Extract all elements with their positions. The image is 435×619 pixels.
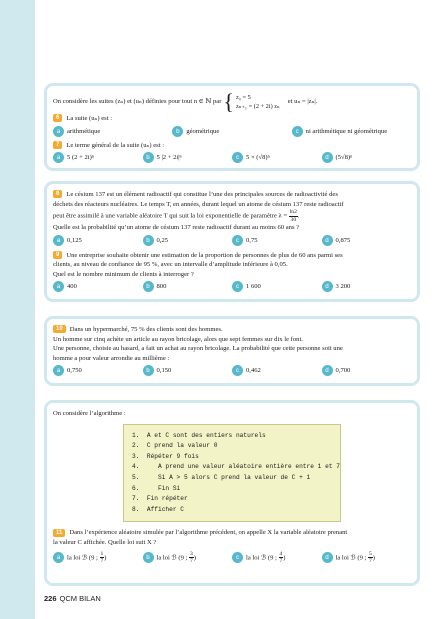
- answer-option-b[interactable]: [143, 235, 233, 246]
- option-letter: a: [53, 126, 64, 137]
- answer-option-d[interactable]: [322, 281, 412, 292]
- question-number-badge: 7: [53, 141, 62, 149]
- option-text: la loi ℬ: [67, 553, 88, 561]
- question-text: Le terme général de la suite (uₙ) est :: [66, 141, 165, 149]
- answer-option-a[interactable]: a la loi ℬ (9 ; $\frac{1}{7}$ ): [53, 551, 143, 565]
- answer-option-d[interactable]: [322, 365, 412, 376]
- option-text: 0,150: [156, 367, 172, 375]
- fraction-numerator: 4: [279, 550, 283, 557]
- option-letter: c: [232, 152, 243, 163]
- option-letter: b: [172, 126, 183, 137]
- option-letter: d: [322, 365, 333, 376]
- option-text: 800: [156, 283, 167, 291]
- binomial-n: 9: [270, 553, 274, 561]
- suites-definition: [53, 89, 411, 114]
- algorithm-intro: On considère l’algorithme :: [53, 410, 126, 417]
- suites-intro: On considère les suites (zₙ) et (uₙ) définies pour tout n ∈ ℕ par: [53, 98, 222, 106]
- question-number-badge: 8: [53, 190, 62, 198]
- option-text: 3 200: [335, 283, 351, 291]
- question-text-line: Une entreprise souhaite obtenir une estimation de la proportion de personnes de plus de 60 ans parmi ses: [66, 251, 343, 259]
- lambda-fraction: [289, 209, 298, 223]
- fraction-numerator: 1: [100, 550, 104, 557]
- option-letter: d: [322, 235, 333, 246]
- option-letter: a: [53, 552, 64, 563]
- question-number-badge: 9: [53, 251, 62, 259]
- option-text: la loi ℬ: [246, 553, 267, 561]
- option-letter: b: [143, 552, 154, 563]
- answer-option-c[interactable]: c la loi ℬ (9 ; $\frac{4}{7}$ ): [232, 551, 322, 565]
- question-text-line: peut être assimilé à une variable aléatoire T qui suit la loi exponentielle de paramètre λ =: [53, 212, 288, 220]
- question-text-line: clients, au niveau de confiance de 95 %, avec un intervalle d’amplitude inférieure à 0,05.: [53, 261, 288, 269]
- answer-option-b[interactable]: [143, 281, 233, 292]
- answer-option-a[interactable]: [53, 235, 143, 246]
- option-text: 5 |2 + 2i|ⁿ: [156, 154, 182, 162]
- question-card-8-9: [44, 181, 420, 302]
- algorithm-line: 1. A et C sont des entiers naturels: [132, 431, 266, 439]
- option-text: 0,875: [335, 236, 351, 244]
- answer-option-b[interactable]: b la loi ℬ (9 ; $\frac{3}{7}$ ): [143, 551, 233, 565]
- option-letter: a: [53, 281, 64, 292]
- question-text-line: la valeur C affichée. Quelle loi suit X ?: [53, 538, 157, 546]
- option-letter: b: [143, 365, 154, 376]
- option-letter: b: [143, 281, 154, 292]
- fraction-denominator: 7: [190, 557, 193, 564]
- algorithm-line: 5. Si A > 5 alors C prend la valeur de C + 1: [132, 473, 311, 481]
- recurrence-system: { z₀ = 5 zₙ₊₁ = (2 + 2i) zₙ: [223, 89, 280, 114]
- question-7-options: [53, 152, 411, 163]
- option-text: 1 600: [246, 283, 261, 291]
- answer-option-d[interactable]: d la loi ℬ (9 ; $\frac{5}{7}$ ): [322, 551, 412, 565]
- option-letter: c: [232, 235, 243, 246]
- binomial-n: 9: [359, 553, 363, 561]
- fraction-numerator: 5: [369, 550, 372, 557]
- question-11: [53, 528, 411, 547]
- option-letter: d: [322, 281, 333, 292]
- option-text: 5 (2 + 2i)ⁿ: [67, 154, 94, 162]
- question-11-options: [53, 551, 411, 565]
- question-text: La suite (uₙ) est :: [66, 115, 113, 122]
- option-text: 0,75: [246, 236, 258, 244]
- question-7: [53, 141, 411, 151]
- answer-option-b[interactable]: [143, 152, 233, 163]
- answer-option-c[interactable]: [232, 152, 322, 163]
- question-text-line: déchets des réacteurs nucléaires. Le temps T, en années, durant lequel un atome de césium 137 reste radioactif: [53, 200, 344, 208]
- option-letter: c: [232, 552, 243, 563]
- algorithm-line: 2. C prend la valeur 0: [132, 442, 218, 450]
- question-number-badge: 6: [53, 114, 62, 122]
- answer-option-c[interactable]: [232, 281, 322, 292]
- option-text: ni arithmétique ni géométrique: [305, 127, 388, 135]
- option-text: 400: [67, 283, 77, 291]
- question-number-badge: 10: [53, 325, 66, 333]
- answer-option-a[interactable]: [53, 281, 143, 292]
- algorithm-line: 3. Répéter 9 fois: [132, 452, 199, 460]
- option-text: 0,750: [67, 367, 82, 375]
- option-text: 0,700: [335, 367, 351, 375]
- page-number: 226: [44, 594, 57, 603]
- binomial-n: 9: [91, 553, 95, 561]
- algorithm-line: 6. Fin Si: [132, 484, 181, 492]
- option-text: géométrique: [186, 127, 220, 135]
- algorithm-line: 7. Fin répéter: [132, 495, 188, 503]
- fraction-denominator: 7: [279, 557, 283, 564]
- question-card-11: [44, 400, 420, 586]
- fraction-denominator: 7: [369, 557, 372, 564]
- question-10: [53, 325, 411, 363]
- u-definition: et uₙ = |zₙ|.: [287, 98, 318, 106]
- answer-option-b[interactable]: [172, 126, 291, 137]
- option-letter: a: [53, 235, 64, 246]
- option-letter: c: [292, 126, 303, 137]
- answer-option-c[interactable]: [292, 126, 411, 137]
- answer-option-d[interactable]: [322, 152, 412, 163]
- question-number-badge: 11: [53, 529, 65, 537]
- binomial-p: [279, 551, 284, 565]
- fraction-numerator: ln2: [289, 209, 297, 216]
- fraction-denominator: 30: [290, 216, 297, 223]
- question-text-line: Dans l’expérience aléatoire simulée par l’algorithme précédent, on appelle X la variable aléatoire prenant: [69, 529, 348, 537]
- question-text-line: Quelle est la probabilité qu’un atome de césium 137 reste radioactif durant au moins 60 ans ?: [53, 224, 300, 231]
- option-text: 5 × (√8)ⁿ: [246, 154, 270, 162]
- option-letter: d: [322, 152, 333, 163]
- option-text: (5√8)ⁿ: [335, 154, 353, 162]
- option-letter: d: [322, 552, 333, 563]
- option-text: la loi ℬ: [335, 553, 356, 561]
- question-text-line: homme a pour valeur arrondie au millième :: [53, 354, 170, 362]
- answer-option-b[interactable]: [143, 365, 233, 376]
- option-text: la loi ℬ: [156, 553, 177, 561]
- algorithm-line: 8. Afficher C: [132, 505, 184, 513]
- option-text: 0,125: [67, 236, 82, 244]
- question-card-10: [44, 316, 420, 386]
- fraction-numerator: 3: [190, 550, 193, 557]
- page-footer: [44, 594, 101, 603]
- binomial-p: [368, 551, 373, 565]
- question-text-line: Dans un hypermarché, 75 % des clients sont des hommes.: [69, 326, 223, 333]
- option-letter: a: [53, 152, 64, 163]
- answer-option-a[interactable]: [53, 365, 143, 376]
- answer-option-a[interactable]: [53, 152, 143, 163]
- answer-option-a[interactable]: [53, 126, 172, 137]
- option-letter: b: [143, 152, 154, 163]
- answer-option-d[interactable]: [322, 235, 412, 246]
- question-6-options: [53, 126, 411, 137]
- question-10-options: [53, 365, 411, 376]
- question-text-line: Une personne, choisie au hasard, a fait un achat au rayon bricolage. La probabilité que cette personne soit une: [53, 345, 343, 353]
- binomial-p: [189, 551, 194, 565]
- system-line-2: zₙ₊₁ = (2 + 2i) zₙ: [235, 103, 280, 110]
- option-letter: b: [143, 235, 154, 246]
- option-letter: c: [232, 281, 243, 292]
- binomial-n: 9: [180, 553, 184, 561]
- answer-option-c[interactable]: [232, 365, 322, 376]
- question-text-line: Un homme sur cinq achète un article au rayon bricolage, alors que sept femmes sur dix le font.: [53, 335, 303, 343]
- question-6: [53, 114, 411, 124]
- question-text-line: Le césium 137 est un élément radioactif qui constitue l’une des principales sources de radioactivité des: [66, 191, 338, 198]
- algorithm-box: [123, 424, 341, 523]
- question-9-options: [53, 281, 411, 292]
- binomial-p: [100, 551, 105, 565]
- fraction-denominator: 7: [100, 557, 104, 564]
- question-text-line: Quel est le nombre minimum de clients à interroger ?: [53, 270, 194, 278]
- option-letter: a: [53, 365, 64, 376]
- section-label: QCM BILAN: [59, 594, 101, 603]
- question-9: [53, 251, 411, 280]
- question-card-6-7: [44, 83, 420, 171]
- option-letter: c: [232, 365, 243, 376]
- question-8: 8 Le césium 137 est un élément radioactif qui constitue l’une des principales sources de radioactivité des déchets des réacteurs nucléaires. Le temps T, en années, durant lequel un atome de césium 137 reste radioactif peut être assimilé à une variable aléatoire T qui suit la loi exponentielle de paramètre λ = $\frac{\ln 2}{30}$ . Quelle est la probabilité qu’un atome de césium 137 reste radioactif durant au moins 60 ans ?: [53, 191, 344, 231]
- system-line-1: z₀ = 5: [235, 94, 251, 101]
- side-band: [0, 0, 35, 619]
- option-text: arithmétique: [67, 127, 101, 135]
- option-text: 0,462: [246, 367, 261, 375]
- answer-option-c[interactable]: [232, 235, 322, 246]
- algorithm-line: 4. A prend une valeur aléatoire entière entre 1 et 7: [132, 463, 340, 471]
- option-text: 0,25: [156, 236, 169, 244]
- question-8-options: [53, 235, 411, 246]
